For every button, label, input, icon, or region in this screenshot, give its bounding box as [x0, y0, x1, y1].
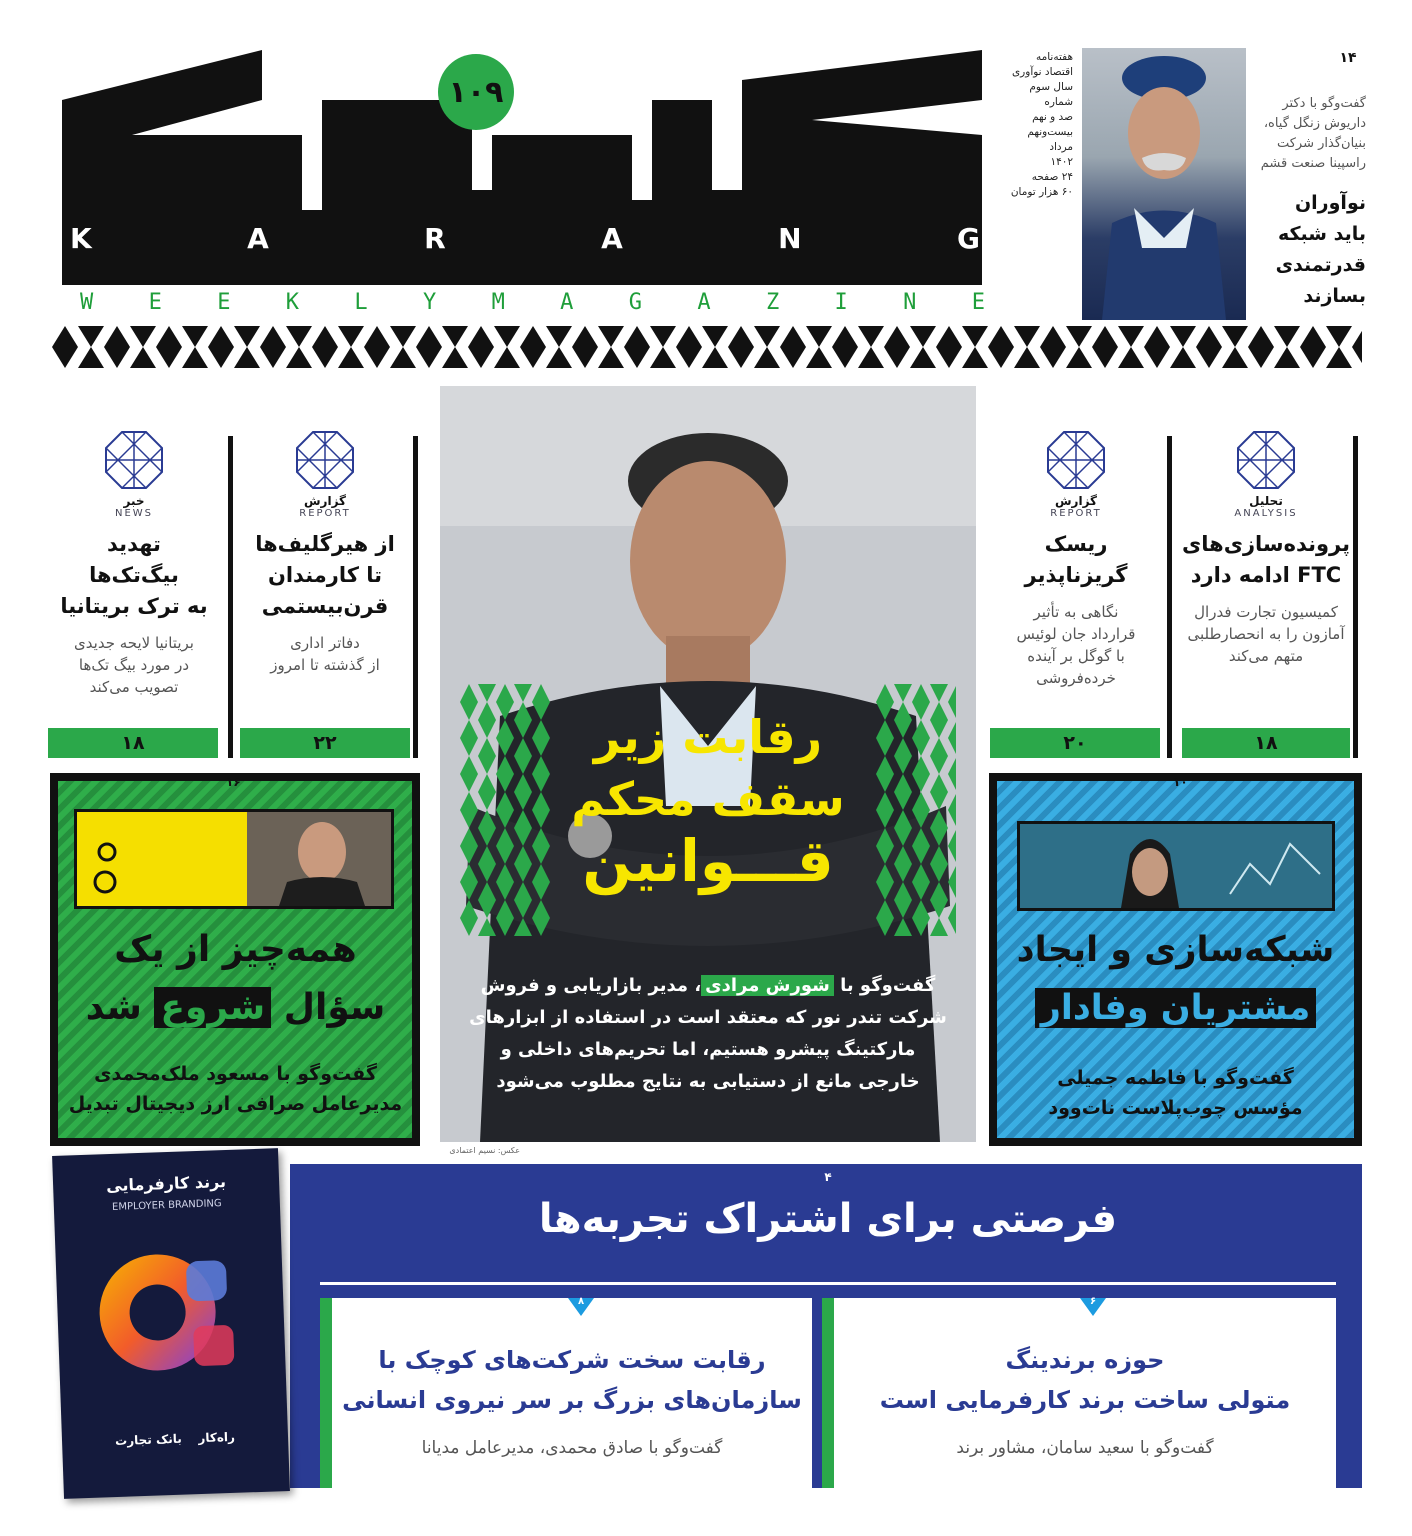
column-divider — [228, 436, 233, 758]
tagline-letter: Y — [422, 290, 437, 315]
logo-letter: G — [957, 222, 980, 255]
deck-line: شرکت تندر نور که معتقد است در استفاده از ابزارهای — [469, 1007, 947, 1028]
pattern-triangle — [496, 738, 514, 756]
pattern-triangle — [532, 900, 550, 918]
deck-line: کمیسیون تجارت فدرال — [1194, 603, 1338, 621]
deck-line: آمازون را به انحصارطلبی — [1187, 625, 1345, 643]
title-line: بیگ‌تک‌ها — [89, 563, 179, 587]
column-deck — [1182, 601, 1350, 667]
page-number: ۱۶ — [226, 775, 241, 789]
pattern-triangle — [912, 756, 930, 774]
pattern-triangle — [496, 882, 514, 900]
tagline-letter: E — [148, 290, 162, 315]
cover-deck — [460, 970, 956, 1098]
pattern-triangle — [948, 738, 956, 756]
pattern-triangle — [912, 918, 930, 936]
triangle-pattern-band — [52, 326, 1362, 368]
name-highlight: شورش مرادی — [701, 975, 834, 996]
pattern-triangle — [930, 900, 948, 918]
issue-number-badge: ۱۰۹ — [438, 54, 514, 130]
tagline-letter: G — [628, 290, 642, 315]
pattern-triangle — [496, 810, 514, 828]
pattern-triangle — [496, 918, 514, 936]
deck-line: خرده‌فروشی — [1036, 669, 1116, 687]
pattern-triangle — [912, 738, 930, 756]
card-deck: گفت‌وگو با سعید سامان، مشاور برند — [956, 1438, 1214, 1458]
section-label-en: NEWS — [114, 508, 154, 519]
pattern-triangle — [912, 702, 930, 720]
title-line: رقابت سخت شرکت‌های کوچک با — [378, 1346, 766, 1374]
pattern-triangle — [478, 900, 496, 918]
title-line: تا کارمندان — [267, 563, 383, 587]
pattern-triangle — [460, 720, 478, 738]
headline-line: بسازند — [1303, 285, 1366, 307]
pattern-triangle — [496, 702, 514, 720]
pattern-triangle — [460, 918, 478, 936]
issue-info-line: بیست‌ونهم — [1027, 126, 1073, 138]
interview-deck: گفت‌وگو با دکتر داریوش زنگل گیاه، بنیان‌گذار شرکت راسپینا صنعت قشم — [1260, 96, 1366, 171]
title-line: به ترک بریتانیا — [60, 594, 208, 618]
pattern-triangle — [496, 684, 514, 702]
tagline-letter: L — [354, 290, 368, 315]
pattern-triangle — [894, 882, 912, 900]
tagline-letter: N — [903, 290, 917, 315]
interviewee-photo — [1082, 48, 1246, 320]
box-headline — [1003, 921, 1348, 1037]
pattern-triangle — [930, 756, 948, 774]
pattern-triangle — [948, 846, 956, 864]
pattern-triangle — [460, 738, 478, 756]
title-line: قرن‌بیستمی — [261, 594, 389, 618]
card-deck: گفت‌وگو با صادق محمدی، مدیرعامل مدیانا — [421, 1438, 723, 1458]
booklet-title-en: EMPLOYER BRANDING — [111, 1198, 222, 1213]
pattern-triangle — [460, 810, 478, 828]
pattern-triangle — [930, 684, 948, 702]
pattern-triangle — [930, 828, 948, 846]
deck-line: با گوگل بر آینده — [1027, 647, 1125, 665]
pattern-triangle — [532, 684, 550, 702]
pattern-triangle — [948, 882, 956, 900]
octagon-icon — [990, 430, 1162, 490]
column-title — [48, 529, 220, 622]
tagline-letter: E — [971, 290, 985, 315]
pattern-triangle — [460, 846, 478, 864]
section-label-en: ANALYSIS — [1234, 508, 1298, 519]
tagline-letter: I — [834, 290, 848, 315]
pattern-triangle — [912, 900, 930, 918]
bottom-title: فرصتی برای اشتراک تجربه‌ها — [538, 1196, 1118, 1242]
deck-text: گفت‌وگو با — [840, 975, 936, 996]
pattern-triangle — [460, 900, 478, 918]
pattern-triangle — [496, 900, 514, 918]
headline-line: قـــوانین — [582, 827, 834, 895]
pattern-triangle — [894, 828, 912, 846]
section-label: گزارش — [1054, 494, 1098, 508]
column-title — [240, 529, 410, 622]
booklet-graphic — [85, 1229, 260, 1395]
page-number: ۶ — [1089, 1296, 1097, 1307]
pattern-triangle — [948, 864, 956, 882]
title-line: متولی ساخت برند کارفرمایی است — [879, 1386, 1291, 1414]
pattern-triangle — [496, 756, 514, 774]
issue-info-line: صد و نهم — [1032, 111, 1073, 123]
issue-info-line: ۲۴ صفحه — [1031, 171, 1073, 183]
title-line: از هیرگلیف‌ها — [255, 532, 395, 556]
pattern-triangle — [478, 864, 496, 882]
deck-line: نگاهی به تأثیر — [1033, 603, 1119, 621]
title-line: تهدید — [107, 532, 161, 556]
headline-line: قدرتمندی — [1275, 254, 1366, 276]
column-deck — [990, 601, 1162, 689]
page-number: ۸ — [577, 1296, 585, 1307]
tagline-letter: K — [285, 290, 300, 315]
column-news — [48, 430, 220, 698]
tagline-letter: M — [491, 290, 505, 315]
pattern-triangle — [894, 756, 912, 774]
column-title — [1182, 529, 1350, 591]
pattern-triangle — [876, 684, 894, 702]
pattern-triangle — [478, 774, 496, 792]
deck-line: مؤسس چوب‌پلاست نات‌وود — [1048, 1097, 1303, 1119]
headline-line: نوآوران — [1294, 192, 1366, 214]
issue-info-line: سال سوم — [1029, 81, 1073, 93]
pattern-triangle — [948, 720, 956, 738]
pattern-triangle — [894, 684, 912, 702]
pattern-triangle — [930, 882, 948, 900]
column-report-offices — [240, 430, 410, 676]
pattern-triangle — [478, 756, 496, 774]
pattern-triangle — [496, 774, 514, 792]
pattern-triangle — [912, 720, 930, 738]
box-photo — [74, 809, 394, 909]
title-line: پرونده‌سازی‌های — [1182, 532, 1350, 556]
pattern-triangle — [912, 774, 930, 792]
box-deck — [64, 1059, 407, 1119]
octagon-icon — [48, 430, 220, 490]
card-title — [332, 1340, 812, 1420]
pattern-triangle — [894, 810, 912, 828]
pattern-triangle — [478, 720, 496, 738]
pattern-triangle — [894, 774, 912, 792]
pattern-triangle — [478, 684, 496, 702]
deck-line: از گذشته تا امروز — [270, 656, 380, 674]
pattern-triangle — [460, 882, 478, 900]
pattern-triangle — [514, 918, 532, 936]
pattern-triangle — [912, 864, 930, 882]
weekly-magazine-tagline — [80, 290, 985, 316]
pattern-triangle — [460, 828, 478, 846]
headline-line: شبکه‌سازی و ایجاد — [1016, 930, 1335, 970]
pattern-triangle — [894, 918, 912, 936]
logo-letter: K — [70, 222, 92, 255]
page-number: ۱۸ — [1182, 728, 1350, 758]
column-deck — [48, 632, 220, 698]
logo-latin-letters — [70, 222, 980, 262]
headline-line: رقابت زیر — [593, 710, 823, 764]
octagon-icon — [1182, 430, 1350, 490]
title-line: FTC ادامه دارد — [1190, 563, 1342, 587]
pattern-triangle — [496, 792, 514, 810]
pattern-triangle — [460, 792, 478, 810]
logo-letter: R — [424, 222, 446, 255]
pattern-triangle — [912, 846, 930, 864]
deck-line: گفت‌وگو با مسعود ملک‌محمدی — [94, 1063, 377, 1085]
issue-info-line: هفته‌نامه — [1035, 51, 1073, 63]
headline-word: سؤال — [283, 987, 386, 1028]
pattern-triangle — [894, 738, 912, 756]
booklet-title: برند کارفرمایی — [105, 1171, 227, 1196]
column-divider — [1167, 436, 1172, 758]
pattern-triangle — [930, 792, 948, 810]
pattern-triangle — [894, 846, 912, 864]
divider — [320, 1282, 1336, 1285]
tagline-letter: Z — [765, 290, 780, 315]
title-line: ریسک — [1044, 532, 1108, 556]
pattern-triangle — [460, 684, 478, 702]
employer-branding-booklet — [52, 1148, 290, 1499]
deck-line: متهم می‌کند — [1228, 647, 1304, 665]
page-number: ۲۰ — [990, 728, 1160, 758]
deck-line: بریتانیا لایحه جدیدی — [74, 634, 194, 652]
pattern-triangle — [460, 774, 478, 792]
headline-line: سقف محکم — [571, 772, 845, 826]
pattern-triangle — [930, 846, 948, 864]
feature-box-right — [989, 773, 1362, 1146]
interview-headline — [1252, 188, 1366, 312]
pattern-triangle — [478, 810, 496, 828]
tagline-letter: A — [560, 290, 574, 315]
deck-line: تصویب می‌کند — [89, 678, 179, 696]
pattern-triangle — [876, 918, 894, 936]
box-deck — [1003, 1063, 1348, 1123]
pattern-triangle — [948, 756, 956, 774]
pattern-triangle — [948, 774, 956, 792]
pattern-triangle — [894, 900, 912, 918]
page-number: ۱۸ — [48, 728, 218, 758]
deck-line: گفت‌وگو با فاطمه جمیلی — [1057, 1067, 1294, 1089]
card-title — [834, 1340, 1336, 1420]
pattern-triangle — [930, 774, 948, 792]
pattern-triangle — [478, 882, 496, 900]
pattern-triangle — [912, 684, 930, 702]
pattern-triangle — [876, 900, 894, 918]
pattern-triangle — [948, 792, 956, 810]
issue-info-line: مرداد — [1049, 141, 1073, 153]
column-divider — [413, 436, 418, 758]
page-number: ۲۲ — [240, 728, 410, 758]
column-title — [990, 529, 1162, 591]
column-deck — [240, 632, 410, 676]
deck-line: دفاتر اداری — [290, 634, 360, 652]
pattern-triangle — [912, 810, 930, 828]
pattern-triangle — [930, 918, 948, 936]
pattern-triangle — [478, 918, 496, 936]
section-label: تحلیل — [1249, 494, 1283, 508]
pattern-triangle — [948, 702, 956, 720]
deck-line: قرارداد جان لوئیس — [1016, 625, 1136, 643]
issue-info-line: اقتصاد نوآوری — [1011, 66, 1073, 78]
tagline-letter: E — [217, 290, 231, 315]
issue-info-line: شماره — [1044, 96, 1073, 108]
headline-line: همه‌چیز از یک — [114, 929, 357, 970]
pattern-triangle — [478, 792, 496, 810]
issue-info-line: ۶۰ هزار تومان — [1010, 186, 1073, 198]
deck-line: مارکتینگ پیشرو هستیم، اما تحریم‌های داخلی و — [500, 1039, 916, 1060]
logo-letter: N — [778, 222, 802, 255]
pattern-triangle — [930, 738, 948, 756]
pattern-triangle — [478, 828, 496, 846]
pattern-triangle — [948, 900, 956, 918]
pattern-triangle — [930, 720, 948, 738]
pattern-triangle — [532, 918, 550, 936]
photo-credit: عکس: نسیم اعتمادی — [449, 1146, 520, 1155]
box-headline — [68, 921, 403, 1037]
title-line: گریزناپذیر — [1024, 563, 1128, 587]
headline-highlight: شروع — [154, 987, 271, 1028]
pattern-triangle — [514, 900, 532, 918]
pattern-triangle — [894, 702, 912, 720]
pattern-triangle — [514, 684, 532, 702]
title-line: حوزه برندینگ — [1005, 1346, 1165, 1374]
pattern-triangle — [478, 702, 496, 720]
cover-photo — [440, 386, 976, 1142]
box-photo — [1017, 821, 1335, 911]
bottom-card-branding — [822, 1298, 1336, 1488]
pattern-triangle — [930, 702, 948, 720]
issue-info-line: ۱۴۰۲ — [1050, 156, 1073, 168]
title-line: سازمان‌های بزرگ بر سر نیروی انسانی — [342, 1386, 802, 1414]
page-number: ۴ — [824, 1170, 832, 1184]
logo-text: راه‌کار — [198, 1429, 236, 1446]
pattern-triangle — [460, 864, 478, 882]
pattern-triangle — [894, 720, 912, 738]
pattern-triangle — [460, 756, 478, 774]
pattern-triangle — [478, 846, 496, 864]
pattern-triangle — [948, 918, 956, 936]
feature-box-left — [50, 773, 420, 1146]
pattern-triangle — [948, 684, 956, 702]
pattern-triangle — [496, 846, 514, 864]
deck-line: خارجی مانع از دستیابی به نتایج مطلوب می‌شود — [496, 1071, 920, 1092]
pattern-triangle — [912, 828, 930, 846]
booklet-logos — [62, 1428, 288, 1450]
pattern-triangle — [496, 828, 514, 846]
section-label-en: REPORT — [299, 508, 351, 519]
section-label-en: REPORT — [1050, 508, 1102, 519]
pattern-triangle — [930, 810, 948, 828]
headline-highlight: مشتریان وفادار — [1035, 988, 1317, 1028]
pattern-triangle — [948, 810, 956, 828]
page-number: ۱۴ — [1339, 50, 1357, 66]
page-number: ۱۰ — [1173, 775, 1188, 789]
pattern-triangle — [930, 864, 948, 882]
section-label: گزارش — [303, 494, 347, 508]
issue-info — [995, 50, 1073, 200]
octagon-icon — [240, 430, 410, 490]
column-analysis — [1182, 430, 1350, 667]
pattern-triangle — [460, 702, 478, 720]
cover-headline — [530, 706, 886, 895]
column-divider — [1353, 436, 1358, 758]
headline-line: باید شبکه — [1277, 223, 1366, 245]
pattern-triangle — [912, 882, 930, 900]
pattern-triangle — [496, 720, 514, 738]
deck-line: در مورد بیگ تک‌ها — [78, 656, 190, 674]
tagline-letter: A — [697, 290, 711, 315]
pattern-triangle — [894, 864, 912, 882]
logo-letter: A — [601, 222, 623, 255]
pattern-triangle — [496, 864, 514, 882]
headline-word: شد — [85, 987, 142, 1028]
bottom-card-competition — [320, 1298, 812, 1488]
pattern-triangle — [478, 738, 496, 756]
logo-letter: A — [247, 222, 269, 255]
pattern-triangle — [894, 792, 912, 810]
tagline-letter: W — [80, 290, 94, 315]
section-label: خبر — [123, 494, 145, 508]
logo-text: بانک تجارت — [114, 1431, 182, 1449]
pattern-triangle — [912, 792, 930, 810]
column-report-risk — [990, 430, 1162, 689]
deck-line: مدیرعامل صرافی ارز دیجیتال تبدیل — [68, 1093, 403, 1115]
deck-text: ، مدیر بازاریابی و فروش — [480, 975, 702, 996]
pattern-triangle — [948, 828, 956, 846]
